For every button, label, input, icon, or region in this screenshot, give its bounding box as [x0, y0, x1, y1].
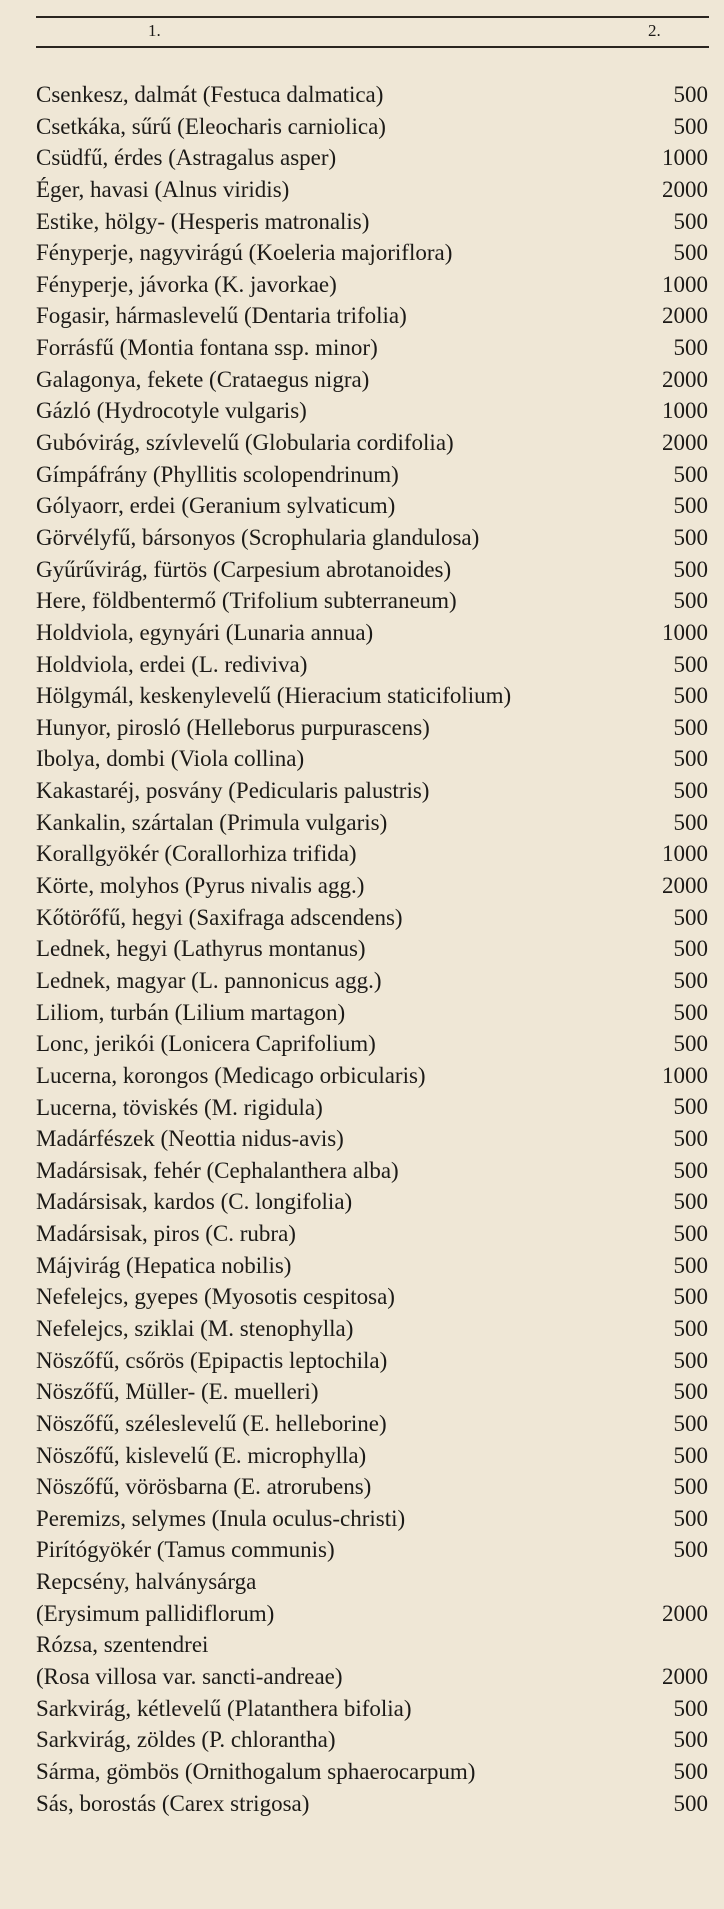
table-row [36, 554, 716, 586]
value-cell: 500 [673, 1126, 708, 1152]
value-cell: 500 [673, 461, 708, 487]
value-cell: 2000 [662, 176, 708, 202]
species-name-line: Galagonya, fekete (Crataegus nigra) [36, 366, 370, 392]
species-name-line: Csüdfű, érdes (Astragalus asper) [36, 145, 337, 171]
species-name-line: Nöszőfű, vörösbarna (E. atrorubens) [36, 1474, 372, 1500]
table-row [36, 1503, 716, 1535]
species-name-line: Lucerna, korongos (Medicago orbicularis) [36, 1062, 426, 1088]
species-name [36, 680, 511, 712]
species-name-line: Kakastaréj, posvány (Pedicularis palustris) [36, 778, 430, 804]
value-cell: 500 [673, 1442, 708, 1468]
species-name [36, 142, 336, 174]
value-cell: 1000 [662, 841, 708, 867]
species-name-line: Pirítógyökér (Tamus communis) [36, 1537, 335, 1563]
species-name [36, 1186, 352, 1218]
table-row [36, 870, 716, 902]
value-cell: 500 [673, 556, 708, 582]
species-name [36, 1471, 371, 1503]
species-name-line: Gyűrűvirág, fürtös (Carpesium abrotanoides) [36, 556, 452, 582]
value-cell: 500 [673, 936, 708, 962]
species-name-line: Korallgyökér (Corallorhiza trifida) [36, 841, 357, 867]
value-cell: 500 [673, 714, 708, 740]
value-cell: 500 [673, 524, 708, 550]
species-name [36, 617, 373, 649]
value-cell: 500 [673, 967, 708, 993]
table-row [36, 1028, 716, 1060]
species-name [36, 1250, 291, 1282]
value-cell: 500 [673, 113, 708, 139]
species-name [36, 554, 451, 586]
species-name [36, 269, 337, 301]
value-cell: 500 [673, 1189, 708, 1215]
table-row [36, 1566, 716, 1629]
value-cell: 500 [673, 1031, 708, 1057]
species-name-line: Hölgymál, keskenylevelű (Hieracium staticifolium) [36, 683, 512, 709]
species-name-line: Rózsa, szentendrei [36, 1632, 209, 1658]
species-name [36, 1440, 366, 1472]
species-name-line: Éger, havasi (Alnus viridis) [36, 176, 290, 202]
column-header-2: 2. [648, 21, 661, 40]
table-row [36, 680, 716, 712]
value-cell: 500 [673, 904, 708, 930]
table-row [36, 427, 716, 459]
species-name-line: Repcsény, halványsárga [36, 1569, 257, 1595]
table-row [36, 1408, 716, 1440]
species-name-line: Nefelejcs, sziklai (M. stenophylla) [36, 1315, 354, 1341]
species-name [36, 838, 357, 870]
value-cell: 1000 [662, 619, 708, 645]
species-name [36, 712, 430, 744]
species-name-line: Hunyor, pirosló (Helleborus purpurascens) [36, 714, 430, 740]
species-name [36, 174, 289, 206]
species-name-line: Fényperje, nagyvirágú (Koeleria majoriflora) [36, 240, 453, 266]
species-name-line: Madársisak, kardos (C. longifolia) [36, 1189, 353, 1215]
table-row [36, 1724, 716, 1756]
species-name [36, 522, 479, 554]
value-cell: 500 [673, 1474, 708, 1500]
species-name [36, 1693, 412, 1725]
value-cell: 500 [673, 493, 708, 519]
table-row [36, 1250, 716, 1282]
species-table [36, 79, 716, 1819]
table-row [36, 459, 716, 491]
species-name [36, 1408, 387, 1440]
species-name [36, 1155, 399, 1187]
table-row [36, 364, 716, 396]
species-name-line: Gímpáfrány (Phyllitis scolopendrinum) [36, 461, 399, 487]
table-row [36, 1123, 716, 1155]
value-cell: 500 [673, 1695, 708, 1721]
species-name [36, 1756, 475, 1788]
species-name [36, 965, 382, 997]
species-name-line: Nöszőfű, csőrös (Epipactis leptochila) [36, 1347, 388, 1373]
value-cell: 2000 [662, 1664, 708, 1690]
table-row [36, 1788, 716, 1820]
value-cell: 500 [673, 208, 708, 234]
value-cell: 500 [673, 651, 708, 677]
value-cell: 500 [673, 1537, 708, 1563]
species-name-line: Sarkvirág, kétlevelű (Platanthera bifolia) [36, 1695, 412, 1721]
species-name [36, 206, 369, 238]
species-name [36, 743, 304, 775]
value-cell: 500 [673, 1758, 708, 1784]
species-name-line: Görvélyfű, bársonyos (Scrophularia glandulosa) [36, 524, 480, 550]
table-row [36, 743, 716, 775]
species-name [36, 1218, 296, 1250]
table-row [36, 1629, 716, 1692]
table-row [36, 585, 716, 617]
species-name [36, 395, 307, 427]
table-row [36, 206, 716, 238]
value-cell: 500 [673, 1315, 708, 1341]
table-row [36, 111, 716, 143]
value-cell: 500 [673, 1157, 708, 1183]
species-name [36, 902, 403, 934]
value-cell: 500 [673, 240, 708, 266]
species-name-line: Körte, molyhos (Pyrus nivalis agg.) [36, 873, 365, 899]
table-row [36, 490, 716, 522]
value-cell: 500 [673, 588, 708, 614]
species-name [36, 459, 399, 491]
species-name-line: Estike, hölgy- (Hesperis matronalis) [36, 208, 370, 234]
species-name [36, 1028, 376, 1060]
table-row [36, 332, 716, 364]
species-name [36, 1629, 343, 1692]
species-name [36, 933, 366, 965]
table-row [36, 300, 716, 332]
table-row [36, 838, 716, 870]
species-name [36, 427, 454, 459]
table-row [36, 395, 716, 427]
table-row [36, 1376, 716, 1408]
value-cell: 500 [673, 335, 708, 361]
species-name-line: Lednek, magyar (L. pannonicus agg.) [36, 967, 382, 993]
species-name-line: Madársisak, fehér (Cephalanthera alba) [36, 1157, 399, 1183]
species-name-line: Ibolya, dombi (Viola collina) [36, 746, 305, 772]
species-name-line: Nefelejcs, gyepes (Myosotis cespitosa) [36, 1284, 395, 1310]
value-cell: 500 [673, 1505, 708, 1531]
species-name-line: Holdviola, erdei (L. rediviva) [36, 651, 308, 677]
species-name-line: Forrásfű (Montia fontana ssp. minor) [36, 335, 378, 361]
species-name [36, 1724, 336, 1756]
value-cell: 500 [673, 1727, 708, 1753]
species-name [36, 870, 364, 902]
species-name-line: Holdviola, egynyári (Lunaria annua) [36, 619, 374, 645]
value-cell: 500 [673, 1347, 708, 1373]
value-cell: 500 [673, 1252, 708, 1278]
value-cell: 500 [673, 81, 708, 107]
table-row [36, 649, 716, 681]
value-cell: 1000 [662, 1062, 708, 1088]
species-name-line: Lednek, hegyi (Lathyrus montanus) [36, 936, 366, 962]
table-row [36, 237, 716, 269]
table-row [36, 1313, 716, 1345]
species-name-line: Gólyaorr, erdei (Geranium sylvaticum) [36, 493, 396, 519]
species-name-line: Csenkesz, dalmát (Festuca dalmatica) [36, 82, 384, 107]
species-name [36, 1566, 274, 1629]
value-cell: 500 [673, 1790, 708, 1816]
table-row [36, 807, 716, 839]
species-name [36, 1123, 344, 1155]
species-latin-line: (Rosa villosa var. sancti-andreae) [36, 1664, 343, 1690]
value-cell: 500 [673, 999, 708, 1025]
value-cell: 500 [673, 683, 708, 709]
value-cell: 2000 [662, 873, 708, 898]
value-cell: 500 [673, 1379, 708, 1405]
table-row [36, 1155, 716, 1187]
species-name-line: Here, földbentermő (Trifolium subterraneum) [36, 588, 457, 614]
value-cell: 500 [673, 809, 708, 835]
species-name-line: Fogasir, hármaslevelű (Dentaria trifolia) [36, 303, 407, 329]
table-row [36, 902, 716, 934]
table-row [36, 775, 716, 807]
column-header-1: 1. [148, 21, 161, 40]
table-row [36, 1440, 716, 1472]
table-row [36, 1218, 716, 1250]
table-row [36, 142, 716, 174]
species-name-line: Sárma, gömbös (Ornithogalum sphaerocarpum) [36, 1758, 476, 1784]
species-name-line: Kőtörőfű, hegyi (Saxifraga adscendens) [36, 904, 403, 930]
species-name-line: Gubóvirág, szívlevelű (Globularia cordifolia) [36, 430, 454, 456]
table-top-rule [36, 16, 709, 18]
species-name [36, 490, 395, 522]
species-name-line: Lonc, jerikói (Lonicera Caprifolium) [36, 1031, 376, 1057]
species-name [36, 775, 429, 807]
species-name-line: Peremizs, selymes (Inula oculus-christi) [36, 1505, 406, 1531]
table-row [36, 1186, 716, 1218]
table-row [36, 1534, 716, 1566]
value-cell: 500 [673, 746, 708, 772]
table-row [36, 1281, 716, 1313]
species-name-line: Nöszőfű, Müller- (E. muelleri) [36, 1379, 319, 1405]
species-name [36, 111, 386, 143]
species-name-line: Fényperje, jávorka (K. javorkae) [36, 271, 337, 297]
table-row [36, 522, 716, 554]
species-name [36, 79, 383, 111]
table-header-rule [36, 46, 709, 48]
species-name [36, 332, 378, 364]
species-name [36, 1503, 405, 1535]
species-name [36, 807, 387, 839]
species-name-line: Gázló (Hydrocotyle vulgaris) [36, 398, 307, 424]
species-name [36, 364, 369, 396]
species-name-line: Kankalin, szártalan (Primula vulgaris) [36, 809, 388, 835]
species-latin-line: (Erysimum pallidiflorum) [36, 1600, 275, 1626]
species-name-line: Liliom, turbán (Lilium martagon) [36, 999, 346, 1025]
table-row [36, 269, 716, 301]
table-row [36, 79, 716, 111]
species-name [36, 300, 407, 332]
table-row [36, 1471, 716, 1503]
value-cell: 1000 [662, 398, 708, 424]
table-row [36, 1693, 716, 1725]
species-name-line: Lucerna, töviskés (M. rigidula) [36, 1094, 323, 1120]
value-cell: 2000 [662, 303, 708, 329]
species-name [36, 1313, 353, 1345]
species-name [36, 585, 457, 617]
species-name [36, 1534, 335, 1566]
species-name-line: Májvirág (Hepatica nobilis) [36, 1252, 292, 1278]
species-name-line: Madárfészek (Neottia nidus-avis) [36, 1126, 344, 1152]
table-row [36, 1060, 716, 1092]
value-cell: 500 [673, 1284, 708, 1310]
species-name [36, 1060, 426, 1092]
value-cell: 500 [673, 1410, 708, 1436]
table-row [36, 1756, 716, 1788]
species-name-line: Nöszőfű, széleslevelű (E. helleborine) [36, 1410, 387, 1436]
value-cell: 2000 [662, 1600, 708, 1626]
species-name-line: Sarkvirág, zöldes (P. chlorantha) [36, 1727, 336, 1753]
table-row [36, 174, 716, 206]
table-row [36, 997, 716, 1029]
species-name [36, 1281, 395, 1313]
species-name [36, 1345, 387, 1377]
value-cell: 500 [673, 1221, 708, 1247]
species-name-line: Sás, borostás (Carex strigosa) [36, 1790, 310, 1816]
value-cell: 500 [673, 778, 708, 804]
value-cell: 1000 [662, 145, 708, 171]
species-name [36, 1788, 309, 1820]
table-row [36, 965, 716, 997]
table-row [36, 1092, 716, 1124]
table-row [36, 1345, 716, 1377]
species-name [36, 1376, 318, 1408]
table-row [36, 712, 716, 744]
species-name [36, 649, 307, 681]
value-cell: 500 [673, 1094, 708, 1120]
value-cell: 2000 [662, 430, 708, 456]
value-cell: 2000 [662, 366, 708, 392]
table-row [36, 933, 716, 965]
species-name [36, 237, 452, 269]
species-name [36, 1092, 323, 1124]
table-row [36, 617, 716, 649]
species-name-line: Csetkáka, sűrű (Eleocharis carniolica) [36, 113, 386, 139]
species-name-line: Nöszőfű, kislevelű (E. microphylla) [36, 1442, 367, 1468]
species-name [36, 997, 345, 1029]
species-name-line: Madársisak, piros (C. rubra) [36, 1221, 296, 1247]
value-cell: 1000 [662, 271, 708, 297]
